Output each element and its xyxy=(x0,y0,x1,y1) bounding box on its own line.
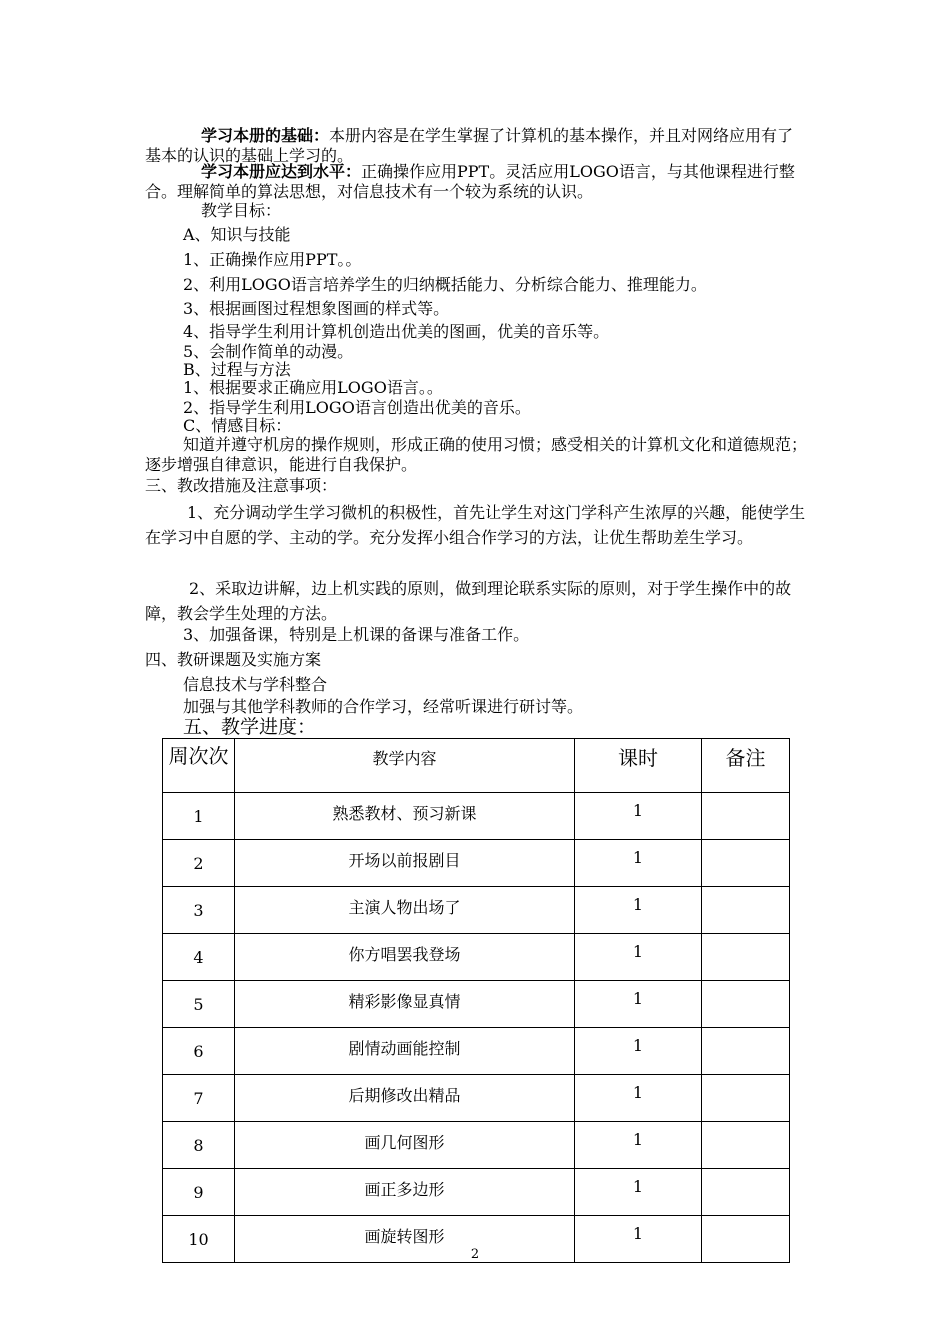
row-week: 10 xyxy=(163,1216,235,1263)
row-note xyxy=(702,840,790,887)
row-week: 3 xyxy=(163,887,235,934)
schedule-table xyxy=(162,738,790,1263)
section-5-title: 五、教学进度： xyxy=(183,716,317,738)
table-row xyxy=(163,1028,790,1075)
row-content: 剧情动画能控制 xyxy=(235,1028,575,1075)
table-row xyxy=(163,934,790,981)
row-week: 7 xyxy=(163,1075,235,1122)
section-b-item: 1、根据要求正确应用LOGO语言。。 xyxy=(183,378,443,397)
level-text: 正确操作应用PPT。灵活应用LOGO语言，与其他课程进行整合。理解简单的算法思想，对信息技术有一个较为系统的认识。 xyxy=(145,162,795,201)
section-a-item: 1、正确操作应用PPT。。 xyxy=(183,250,362,269)
row-note xyxy=(702,1169,790,1216)
section-c-text: 知道并遵守机房的操作规则，形成正确的使用习惯；感受相关的计算机文化和道德规范；逐步增强自律意识，能进行自我保护。 xyxy=(145,435,808,474)
section-3-item: 2、采取边讲解，边上机实践的原则，做到理论联系实际的原则，对于学生操作中的故障，教会学生处理的方法。 xyxy=(145,579,792,623)
table-row xyxy=(163,981,790,1028)
header-content: 教学内容 xyxy=(235,739,575,793)
table-row xyxy=(163,1075,790,1122)
section-a-item: 2、利用LOGO语言培养学生的归纳概括能力、分析综合能力、推理能力。 xyxy=(183,275,707,294)
row-week: 4 xyxy=(163,934,235,981)
row-note xyxy=(702,793,790,840)
row-content: 主演人物出场了 xyxy=(235,887,575,934)
row-hours: 1 xyxy=(575,1122,702,1169)
row-note xyxy=(702,1028,790,1075)
row-week: 8 xyxy=(163,1122,235,1169)
row-content: 精彩影像显真情 xyxy=(235,981,575,1028)
table-row xyxy=(163,1169,790,1216)
row-hours: 1 xyxy=(575,1028,702,1075)
row-hours: 1 xyxy=(575,934,702,981)
level-label: 学习本册应达到水平： xyxy=(201,162,362,181)
row-note xyxy=(702,1075,790,1122)
row-note xyxy=(702,934,790,981)
section-3-item: 3、加强备课，特别是上机课的备课与准备工作。 xyxy=(183,625,530,644)
row-content: 画旋转图形 xyxy=(235,1216,575,1263)
row-content: 开场以前报剧目 xyxy=(235,840,575,887)
row-hours: 1 xyxy=(575,887,702,934)
row-hours: 1 xyxy=(575,981,702,1028)
table-row xyxy=(163,887,790,934)
row-week: 2 xyxy=(163,840,235,887)
table-header-row xyxy=(163,739,790,793)
section-a-title: A、知识与技能 xyxy=(183,225,291,244)
header-note: 备注 xyxy=(702,739,790,793)
level-paragraph xyxy=(145,162,809,202)
row-content: 后期修改出精品 xyxy=(235,1075,575,1122)
goals-title: 教学目标： xyxy=(201,201,282,220)
section-3-item: 1、充分调动学生学习微机的积极性，首先让学生对这门学科产生浓厚的兴趣，能使学生在学习中自愿的学、主动的学。充分发挥小组合作学习的方法，让优生帮助差生学习。 xyxy=(145,503,806,547)
row-week: 1 xyxy=(163,793,235,840)
header-hours: 课时 xyxy=(575,739,702,793)
row-week: 9 xyxy=(163,1169,235,1216)
basis-text: 本册内容是在学生掌握了计算机的基本操作，并且对网络应用有了基本的认识的基础上学习的。 xyxy=(145,126,794,165)
row-week: 6 xyxy=(163,1028,235,1075)
basis-label: 学习本册的基础： xyxy=(201,126,330,145)
row-content: 你方唱罢我登场 xyxy=(235,934,575,981)
row-hours: 1 xyxy=(575,840,702,887)
table-row xyxy=(163,840,790,887)
section-a-item: 3、根据画图过程想象图画的样式等。 xyxy=(183,299,450,318)
section-a-item: 4、指导学生利用计算机创造出优美的图画，优美的音乐等。 xyxy=(183,322,610,341)
section-4-title: 四、教研课题及实施方案 xyxy=(145,650,322,669)
row-note xyxy=(702,887,790,934)
row-content: 画正多边形 xyxy=(235,1169,575,1216)
table-row xyxy=(163,1122,790,1169)
row-hours: 1 xyxy=(575,1216,702,1263)
section-3-title: 三、教改措施及注意事项： xyxy=(145,476,338,495)
table-row xyxy=(163,793,790,840)
row-week: 5 xyxy=(163,981,235,1028)
section-c-title: C、情感目标： xyxy=(183,416,292,435)
row-hours: 1 xyxy=(575,1075,702,1122)
section-4-item: 信息技术与学科整合 xyxy=(183,675,328,694)
section-4-item: 加强与其他学科教师的合作学习，经常听课进行研讨等。 xyxy=(183,697,584,716)
page-number: 2 xyxy=(470,1247,480,1262)
section-a-item: 5、会制作简单的动漫。 xyxy=(183,342,354,361)
row-content: 画几何图形 xyxy=(235,1122,575,1169)
row-hours: 1 xyxy=(575,1169,702,1216)
basis-paragraph xyxy=(145,126,809,166)
row-content: 熟悉教材、预习新课 xyxy=(235,793,575,840)
row-note xyxy=(702,1122,790,1169)
row-note xyxy=(702,981,790,1028)
section-b-title: B、过程与方法 xyxy=(183,360,291,379)
row-hours: 1 xyxy=(575,793,702,840)
header-week: 周次次 xyxy=(163,739,235,793)
section-b-item: 2、指导学生利用LOGO语言创造出优美的音乐。 xyxy=(183,398,531,417)
